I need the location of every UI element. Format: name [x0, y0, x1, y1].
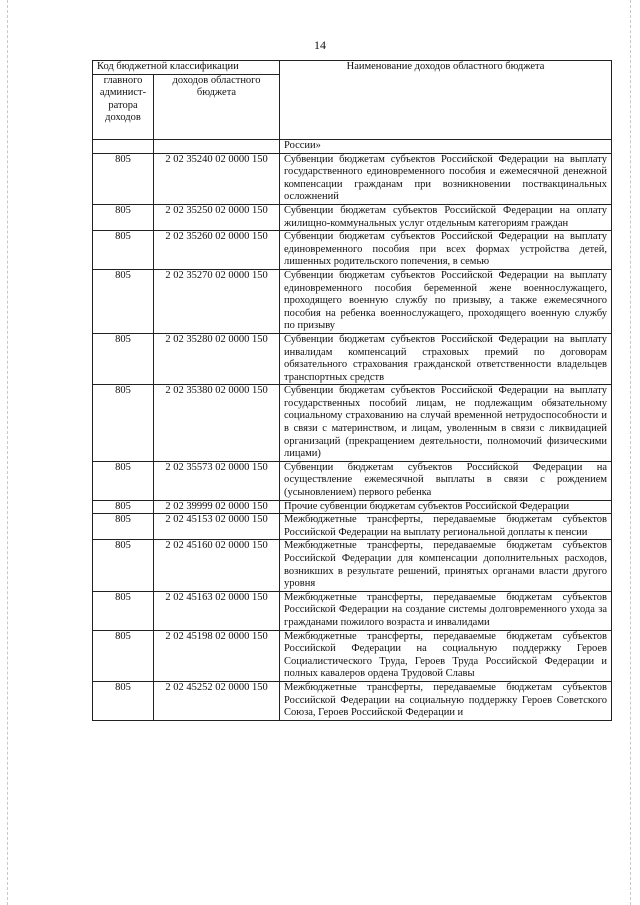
income-name-cell: Межбюджетные трансферты, передаваемые бюджетам субъектов Российской Федерации на социальную поддержку Героев Советского Союза, Героев Российской Федерации и	[280, 681, 612, 720]
income-name-cell: Субвенции бюджетам субъектов Российской Федерации на осуществление ежемесячной выплаты в связи с рождением (усыновлением) первого ребенка	[280, 461, 612, 500]
income-name-cell: Субвенции бюджетам субъектов Российской Федерации на оплату жилищно-коммунальных услуг отдельным категориям граждан	[280, 204, 612, 230]
table-row	[93, 514, 612, 540]
income-name-cell: Субвенции бюджетам субъектов Российской Федерации на выплату единовременного пособия при всех формах устройства детей, лишенных родительского попечения, в семью	[280, 231, 612, 270]
admin-code-cell: 805	[93, 461, 154, 500]
income-name-cell: Субвенции бюджетам субъектов Российской Федерации на выплату государственных пособий лицам, не подлежащим обязательному социальному страхованию на случай временной нетрудоспособности и в связи с материнством, и лицам, уволенным в связи с ликвидацией организаций (прекращением деятельности, полномочий физическими лицами)	[280, 385, 612, 462]
income-code-cell: 2 02 45198 02 0000 150	[154, 630, 280, 681]
admin-code-cell: 805	[93, 681, 154, 720]
income-name-cell: Субвенции бюджетам субъектов Российской Федерации на выплату государственного единовременного пособия и ежемесячной денежной компенсации гражданам при возникновении поствакцинальных осложнений	[280, 153, 612, 204]
table-row	[93, 269, 612, 333]
page-number: 14	[314, 38, 326, 52]
income-code-cell: 2 02 35240 02 0000 150	[154, 153, 280, 204]
admin-code-cell: 805	[93, 630, 154, 681]
admin-code-cell: 805	[93, 540, 154, 591]
table-row	[93, 385, 612, 462]
table-row	[93, 681, 612, 720]
income-name-cell: Субвенции бюджетам субъектов Российской Федерации на выплату единовременного пособия беременной жене военнослужащего, проходящего военную службу по призыву, а также ежемесячного пособия на ребенка военнослужащего, проходящего военную службу по призыву	[280, 269, 612, 333]
table-row	[93, 591, 612, 630]
income-code-cell: 2 02 35380 02 0000 150	[154, 385, 280, 462]
income-name-cell: Прочие субвенции бюджетам субъектов Российской Федерации	[280, 500, 612, 514]
table-row	[93, 333, 612, 384]
income-name-cell: Межбюджетные трансферты, передаваемые бюджетам субъектов Российской Федерации для компенсации дополнительных расходов, возникших в результате решений, принятых органами власти другого уровня	[280, 540, 612, 591]
admin-code-cell: 805	[93, 514, 154, 540]
admin-code-cell: 805	[93, 204, 154, 230]
income-code-cell: 2 02 45163 02 0000 150	[154, 591, 280, 630]
income-code-cell: 2 02 35260 02 0000 150	[154, 231, 280, 270]
admin-code-cell: 805	[93, 500, 154, 514]
continuation-text: России»	[280, 139, 612, 153]
admin-code-cell: 805	[93, 385, 154, 462]
admin-code-cell: 805	[93, 333, 154, 384]
income-name-cell: Межбюджетные трансферты, передаваемые бюджетам субъектов Российской Федерации на выплату региональной доплаты к пенсии	[280, 514, 612, 540]
table-row	[93, 204, 612, 230]
budget-classification-table	[92, 60, 612, 721]
classification-code-header: Код бюджетной классификации	[93, 61, 280, 75]
income-name-cell: Межбюджетные трансферты, передаваемые бюджетам субъектов Российской Федерации на создание системы долговременного ухода за гражданами пожилого возраста и инвалидами	[280, 591, 612, 630]
table-row	[93, 540, 612, 591]
income-code-cell: 2 02 35573 02 0000 150	[154, 461, 280, 500]
continuation-admin-cell	[93, 139, 154, 153]
table-row	[93, 153, 612, 204]
scan-edge-left	[7, 0, 8, 905]
table-row	[93, 231, 612, 270]
income-code-header: доходов областного бюджета	[154, 74, 280, 139]
admin-code-cell: 805	[93, 153, 154, 204]
admin-code-cell: 805	[93, 269, 154, 333]
scan-edge-right	[630, 0, 631, 905]
table-row	[93, 630, 612, 681]
table-row	[93, 461, 612, 500]
income-name-header: Наименование доходов областного бюджета	[280, 61, 612, 140]
table-row	[93, 500, 612, 514]
income-name-cell: Межбюджетные трансферты, передаваемые бюджетам субъектов Российской Федерации на социальную поддержку Героев Социалистического Труда, Героев Труда Российской Федерации и полных кавалеров ордена Трудовой Славы	[280, 630, 612, 681]
admin-code-cell: 805	[93, 231, 154, 270]
income-code-cell: 2 02 39999 02 0000 150	[154, 500, 280, 514]
income-code-cell: 2 02 35250 02 0000 150	[154, 204, 280, 230]
table-group-header-row	[93, 61, 612, 75]
income-name-cell: Субвенции бюджетам субъектов Российской Федерации на выплату инвалидам компенсаций страховых премий по договорам обязательного страхования гражданской ответственности владельцев транспортных средств	[280, 333, 612, 384]
income-code-cell: 2 02 45160 02 0000 150	[154, 540, 280, 591]
income-code-cell: 2 02 45252 02 0000 150	[154, 681, 280, 720]
table-body	[93, 139, 612, 720]
income-code-cell: 2 02 35270 02 0000 150	[154, 269, 280, 333]
income-code-cell: 2 02 45153 02 0000 150	[154, 514, 280, 540]
income-code-cell: 2 02 35280 02 0000 150	[154, 333, 280, 384]
admin-code-cell: 805	[93, 591, 154, 630]
continuation-row	[93, 139, 612, 153]
admin-header: главного админист-ратора доходов	[93, 74, 154, 139]
continuation-code-cell	[154, 139, 280, 153]
